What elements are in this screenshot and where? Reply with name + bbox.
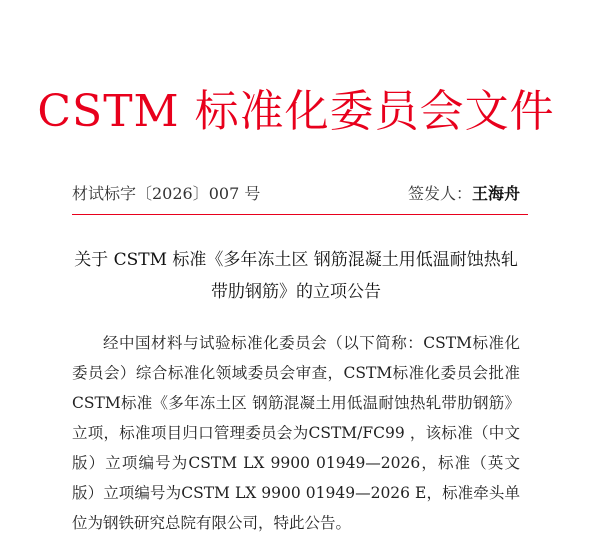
document-header-title: CSTM 标准化委员会文件 bbox=[37, 86, 555, 137]
notice-body: 经中国材料与试验标准化委员会（以下简称：CSTM标准化委员会）综合标准化领域委员会审查，CSTM标准化委员会批准CSTM标准《多年冻土区 钢筋混凝土用低温耐蚀热轧带肋钢筋》立项，标准项目归口管理委员会为CSTM/FC99 ，该标准（中文版）立项编号为CSTM LX 9900 01949—2026，标准（英文版）立项编号为CSTM LX 9900 01949—2026 E，标准牵头单位为钢铁研究总院有限公司，特此公告。 bbox=[72, 334, 520, 532]
document-number: 材试标字〔2026〕007 号 bbox=[72, 184, 261, 203]
signer-block bbox=[408, 183, 520, 205]
document-meta-row bbox=[72, 183, 520, 205]
signer-label: 签发人： bbox=[407, 184, 472, 203]
signer-name: 王海舟 bbox=[471, 184, 520, 203]
header-divider bbox=[72, 214, 528, 215]
notice-title: 关于 CSTM 标准《多年冻土区 钢筋混凝土用低温耐蚀热轧带肋钢筋》的立项公告 bbox=[74, 250, 518, 302]
